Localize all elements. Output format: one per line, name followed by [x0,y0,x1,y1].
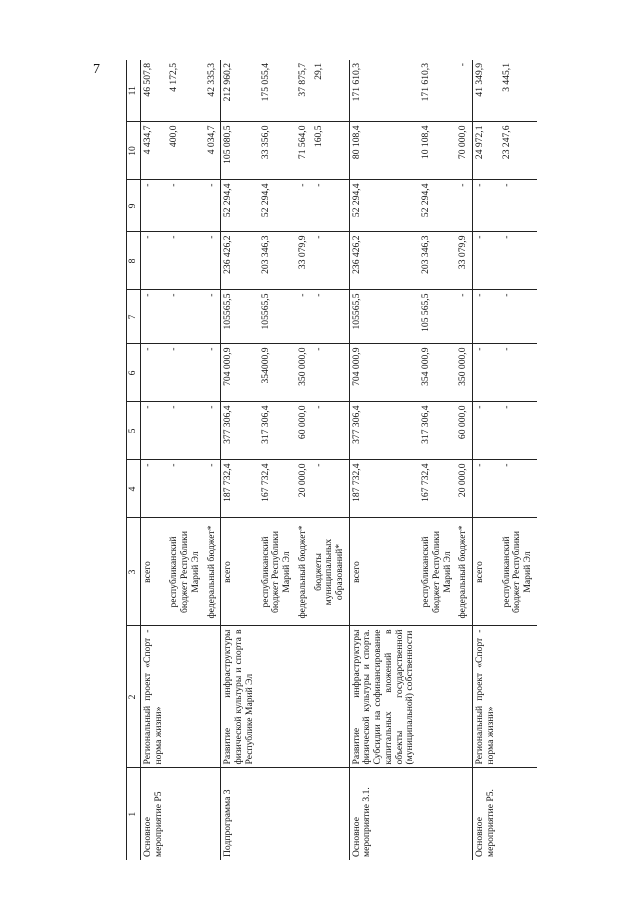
value-cell: - [167,344,204,402]
col-header: 6 [127,344,141,402]
description-cell [456,626,472,768]
funding-source-cell: республиканский бюджет Республики Марий Эл [167,518,204,626]
value-cell: - [473,290,500,344]
value-cell: - [473,344,500,402]
event-name-cell [205,768,221,860]
value-cell: 33 079,9 [296,232,312,290]
funding-source-cell: федеральный бюджет* [456,518,472,626]
value-cell: 60 000,0 [296,402,312,460]
event-name-cell [259,768,296,860]
value-cell: 23 247,6 [500,122,537,180]
value-cell: 236 426,2 [349,232,419,290]
value-cell: - [205,290,221,344]
value-cell: - [141,344,168,402]
funding-source-cell: всего [349,518,419,626]
value-cell: 105565,5 [349,290,419,344]
budget-table [126,60,537,860]
value-cell: - [312,402,350,460]
col-header: 7 [127,290,141,344]
value-cell: 350 000,0 [456,344,472,402]
table-row [456,60,472,860]
event-name-cell [312,768,350,860]
value-cell: 236 426,2 [221,232,259,290]
event-name-cell: Подпрограмма 3 [221,768,259,860]
rotated-table-area [126,60,586,860]
description-cell: Региональный проект «Спорт - норма жизни» [141,626,168,768]
event-name-cell [456,768,472,860]
value-cell: - [473,180,500,232]
value-cell: 354 000,9 [419,344,456,402]
value-cell: - [296,290,312,344]
funding-source-cell: всего [221,518,259,626]
table-body [141,60,537,860]
rotated-table-container [126,60,586,860]
value-cell: - [500,290,537,344]
col-header: 4 [127,460,141,518]
col-header: 1 [127,768,141,860]
funding-source-cell: всего [473,518,500,626]
value-cell: - [500,402,537,460]
value-cell: - [141,232,168,290]
value-cell: - [500,232,537,290]
value-cell: - [141,290,168,344]
value-cell: - [205,402,221,460]
value-cell: 400,0 [167,122,204,180]
description-cell [296,626,312,768]
value-cell: - [456,60,472,122]
value-cell: 167 732,4 [419,460,456,518]
description-cell [500,626,537,768]
col-header: 3 [127,518,141,626]
value-cell: - [141,460,168,518]
value-cell: 167 732,4 [259,460,296,518]
description-cell [312,626,350,768]
value-cell: 175 055,4 [259,60,296,122]
value-cell: 29,1 [312,60,350,122]
value-cell: 24 972,1 [473,122,500,180]
event-name-cell: Основное мероприятие Р5 [141,768,168,860]
value-cell: 212 960,2 [221,60,259,122]
value-cell: 3 445,1 [500,60,537,122]
event-name-cell [419,768,456,860]
value-cell: - [141,180,168,232]
value-cell: 4 172,5 [167,60,204,122]
table-row [500,60,537,860]
event-name-cell: Основное мероприятие 3.1. [349,768,419,860]
value-cell: 52 294,4 [221,180,259,232]
col-header: 8 [127,232,141,290]
table-row [296,60,312,860]
table-row [205,60,221,860]
value-cell: - [167,232,204,290]
value-cell: - [296,180,312,232]
description-cell: Региональный проект «Спорт - норма жизни» [473,626,500,768]
table-row [419,60,456,860]
value-cell: - [473,402,500,460]
value-cell: - [312,180,350,232]
value-cell: 377 306,4 [221,402,259,460]
description-cell: Развитие инфраструктуры физической культуры и спорта в Республике Марий Эл [221,626,259,768]
funding-source-cell: республиканский бюджет Республики Марий Эл [259,518,296,626]
value-cell: 4 034,7 [205,122,221,180]
table-row [259,60,296,860]
value-cell: 33 079,9 [456,232,472,290]
col-header: 9 [127,180,141,232]
value-cell: 33 356,0 [259,122,296,180]
value-cell: - [312,290,350,344]
value-cell: 203 346,3 [259,232,296,290]
value-cell: - [141,402,168,460]
value-cell: 317 306,4 [259,402,296,460]
value-cell: 42 335,3 [205,60,221,122]
value-cell: 60 000,0 [456,402,472,460]
funding-source-cell: республиканский бюджет Республики Марий Эл [500,518,537,626]
value-cell: 317 306,4 [419,402,456,460]
description-cell [259,626,296,768]
value-cell: 105 565,5 [419,290,456,344]
event-name-cell [167,768,204,860]
value-cell: 10 108,4 [419,122,456,180]
value-cell: - [205,344,221,402]
value-cell: 350 000,0 [296,344,312,402]
value-cell: 20 000,0 [296,460,312,518]
value-cell: - [205,232,221,290]
col-header: 2 [127,626,141,768]
value-cell: 37 875,7 [296,60,312,122]
value-cell: 80 108,4 [349,122,419,180]
value-cell: 52 294,4 [349,180,419,232]
value-cell: 377 306,4 [349,402,419,460]
table-row [167,60,204,860]
value-cell: 52 294,4 [259,180,296,232]
value-cell: - [500,460,537,518]
value-cell: - [205,180,221,232]
page-number: 7 [93,62,100,77]
value-cell: 187 732,4 [221,460,259,518]
value-cell: 160,5 [312,122,350,180]
event-name-cell [296,768,312,860]
value-cell: 70 000,0 [456,122,472,180]
table-row [312,60,350,860]
value-cell: - [312,232,350,290]
value-cell: - [500,180,537,232]
value-cell: - [500,344,537,402]
value-cell: 354000,9 [259,344,296,402]
value-cell: 46 507,8 [141,60,168,122]
value-cell: - [473,460,500,518]
value-cell: 203 346,3 [419,232,456,290]
value-cell: - [473,232,500,290]
table-row [473,60,500,860]
value-cell: 4 434,7 [141,122,168,180]
value-cell: 71 564,0 [296,122,312,180]
value-cell: 41 349,9 [473,60,500,122]
value-cell: 171 610,3 [419,60,456,122]
value-cell: 20 000,0 [456,460,472,518]
col-header: 5 [127,402,141,460]
description-cell: Развитие инфраструктуры физической культуры и спорта. Субсидии на софинансирование капитальных вложений в объекты государственной (муниципальной) собственности [349,626,419,768]
event-name-cell: Основное мероприятие Р5. [473,768,500,860]
value-cell: - [456,180,472,232]
value-cell: 105565,5 [221,290,259,344]
value-cell: - [312,460,350,518]
value-cell: - [205,460,221,518]
description-cell [419,626,456,768]
value-cell: 105 080,5 [221,122,259,180]
description-cell [167,626,204,768]
column-number-row [127,60,141,860]
value-cell: - [167,460,204,518]
value-cell: - [456,290,472,344]
value-cell: - [167,180,204,232]
table-row [349,60,419,860]
table-row [141,60,168,860]
funding-source-cell: федеральный бюджет* [205,518,221,626]
event-name-cell [500,768,537,860]
value-cell: - [167,290,204,344]
funding-source-cell: федеральный бюджет* [296,518,312,626]
value-cell: - [312,344,350,402]
col-header: 11 [127,60,141,122]
value-cell: 704 000,9 [221,344,259,402]
value-cell: 52 294,4 [419,180,456,232]
funding-source-cell: бюджеты муниципальных образований* [312,518,350,626]
funding-source-cell: республиканский бюджет Республики Марий Эл [419,518,456,626]
col-header: 10 [127,122,141,180]
value-cell: 105565,5 [259,290,296,344]
value-cell: - [167,402,204,460]
description-cell [205,626,221,768]
funding-source-cell: всего [141,518,168,626]
value-cell: 171 610,3 [349,60,419,122]
value-cell: 704 000,9 [349,344,419,402]
table-row [221,60,259,860]
value-cell: 187 732,4 [349,460,419,518]
